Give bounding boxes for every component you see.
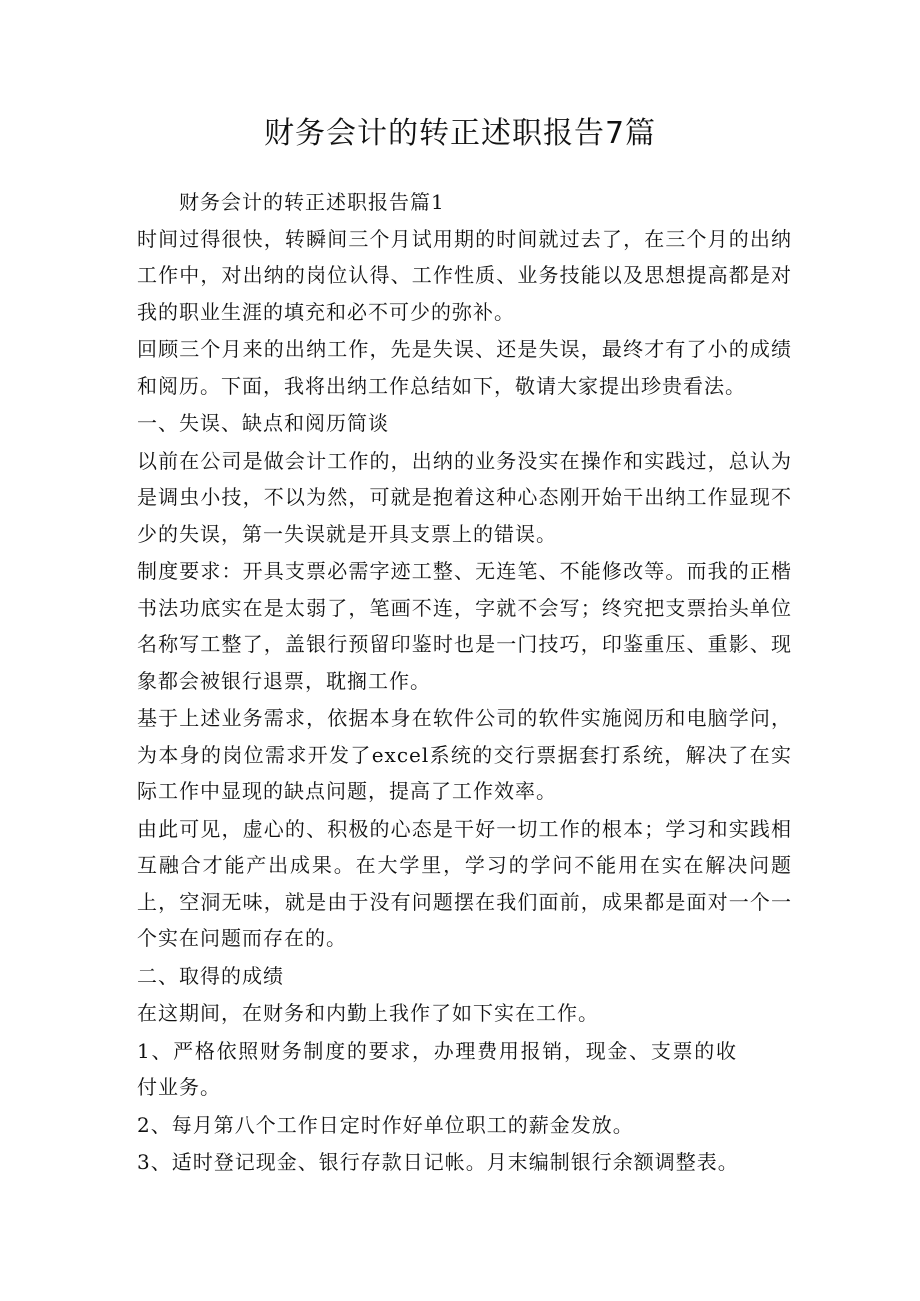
document-body — [137, 184, 792, 1181]
list-item: 2、每月第八个工作日定时作好单位职工的薪金发放。 — [137, 1112, 634, 1137]
paragraph: 由此可见，虚心的、积极的心态是干好一切工作的根本；学习和实践相互融合才能产出成果。在大学里，学习的学问不能用在实在解决问题上，空洞无味，就是由于没有问题摆在我们面前，成果都是面对一个一个实在问题而存在的。 — [137, 816, 792, 950]
paragraph: 基于上述业务需求，依据本身在软件公司的软件实施阅历和电脑学问，为本身的岗位需求开发了excel系统的交行票据套打系统，解决了在实际工作中显现的缺点问题，提高了工作效率。 — [137, 706, 792, 803]
paragraph: 在这期间，在财务和内勤上我作了如下实在工作。 — [137, 1001, 599, 1025]
list-item: 3、适时登记现金、银行存款日记帐。月末编制银行余额调整表。 — [137, 1150, 739, 1174]
section-subtitle: 财务会计的转正述职报告篇1 — [179, 190, 445, 214]
list-item: 1、严格依照财务制度的要求，办理费用报销，现金、支票的收付业务。 — [137, 1038, 737, 1099]
paragraph: 回顾三个月来的出纳工作，先是失误、还是失误，最终才有了小的成绩和阅历。下面，我将出纳工作总结如下，敬请大家提出珍贵看法。 — [137, 337, 792, 398]
paragraph: 以前在公司是做会计工作的，出纳的业务没实在操作和实践过，总认为是调虫小技，不以为然，可就是抱着这种心态刚开始干出纳工作显现不少的失误，第一失误就是开具支票上的错误。 — [137, 448, 792, 546]
paragraph: 时间过得很快，转瞬间三个月试用期的时间就过去了，在三个月的出纳工作中，对出纳的岗位认得、工作性质、业务技能以及思想提高都是对我的职业生涯的填充和必不可少的弥补。 — [137, 226, 792, 324]
section-heading: 二、取得的成绩 — [137, 963, 284, 988]
section-heading: 一、失误、缺点和阅历简谈 — [137, 411, 389, 435]
document-title: 财务会计的转正述职报告7篇 — [263, 116, 657, 151]
paragraph: 制度要求：开具支票必需字迹工整、无连笔、不能修改等。而我的正楷书法功底实在是太弱了，笔画不连，字就不会写；终究把支票抬头单位名称写工整了，盖银行预留印鉴时也是一门技巧，印鉴重压、重影、现象都会被银行退票，耽搁工作。 — [137, 559, 792, 693]
